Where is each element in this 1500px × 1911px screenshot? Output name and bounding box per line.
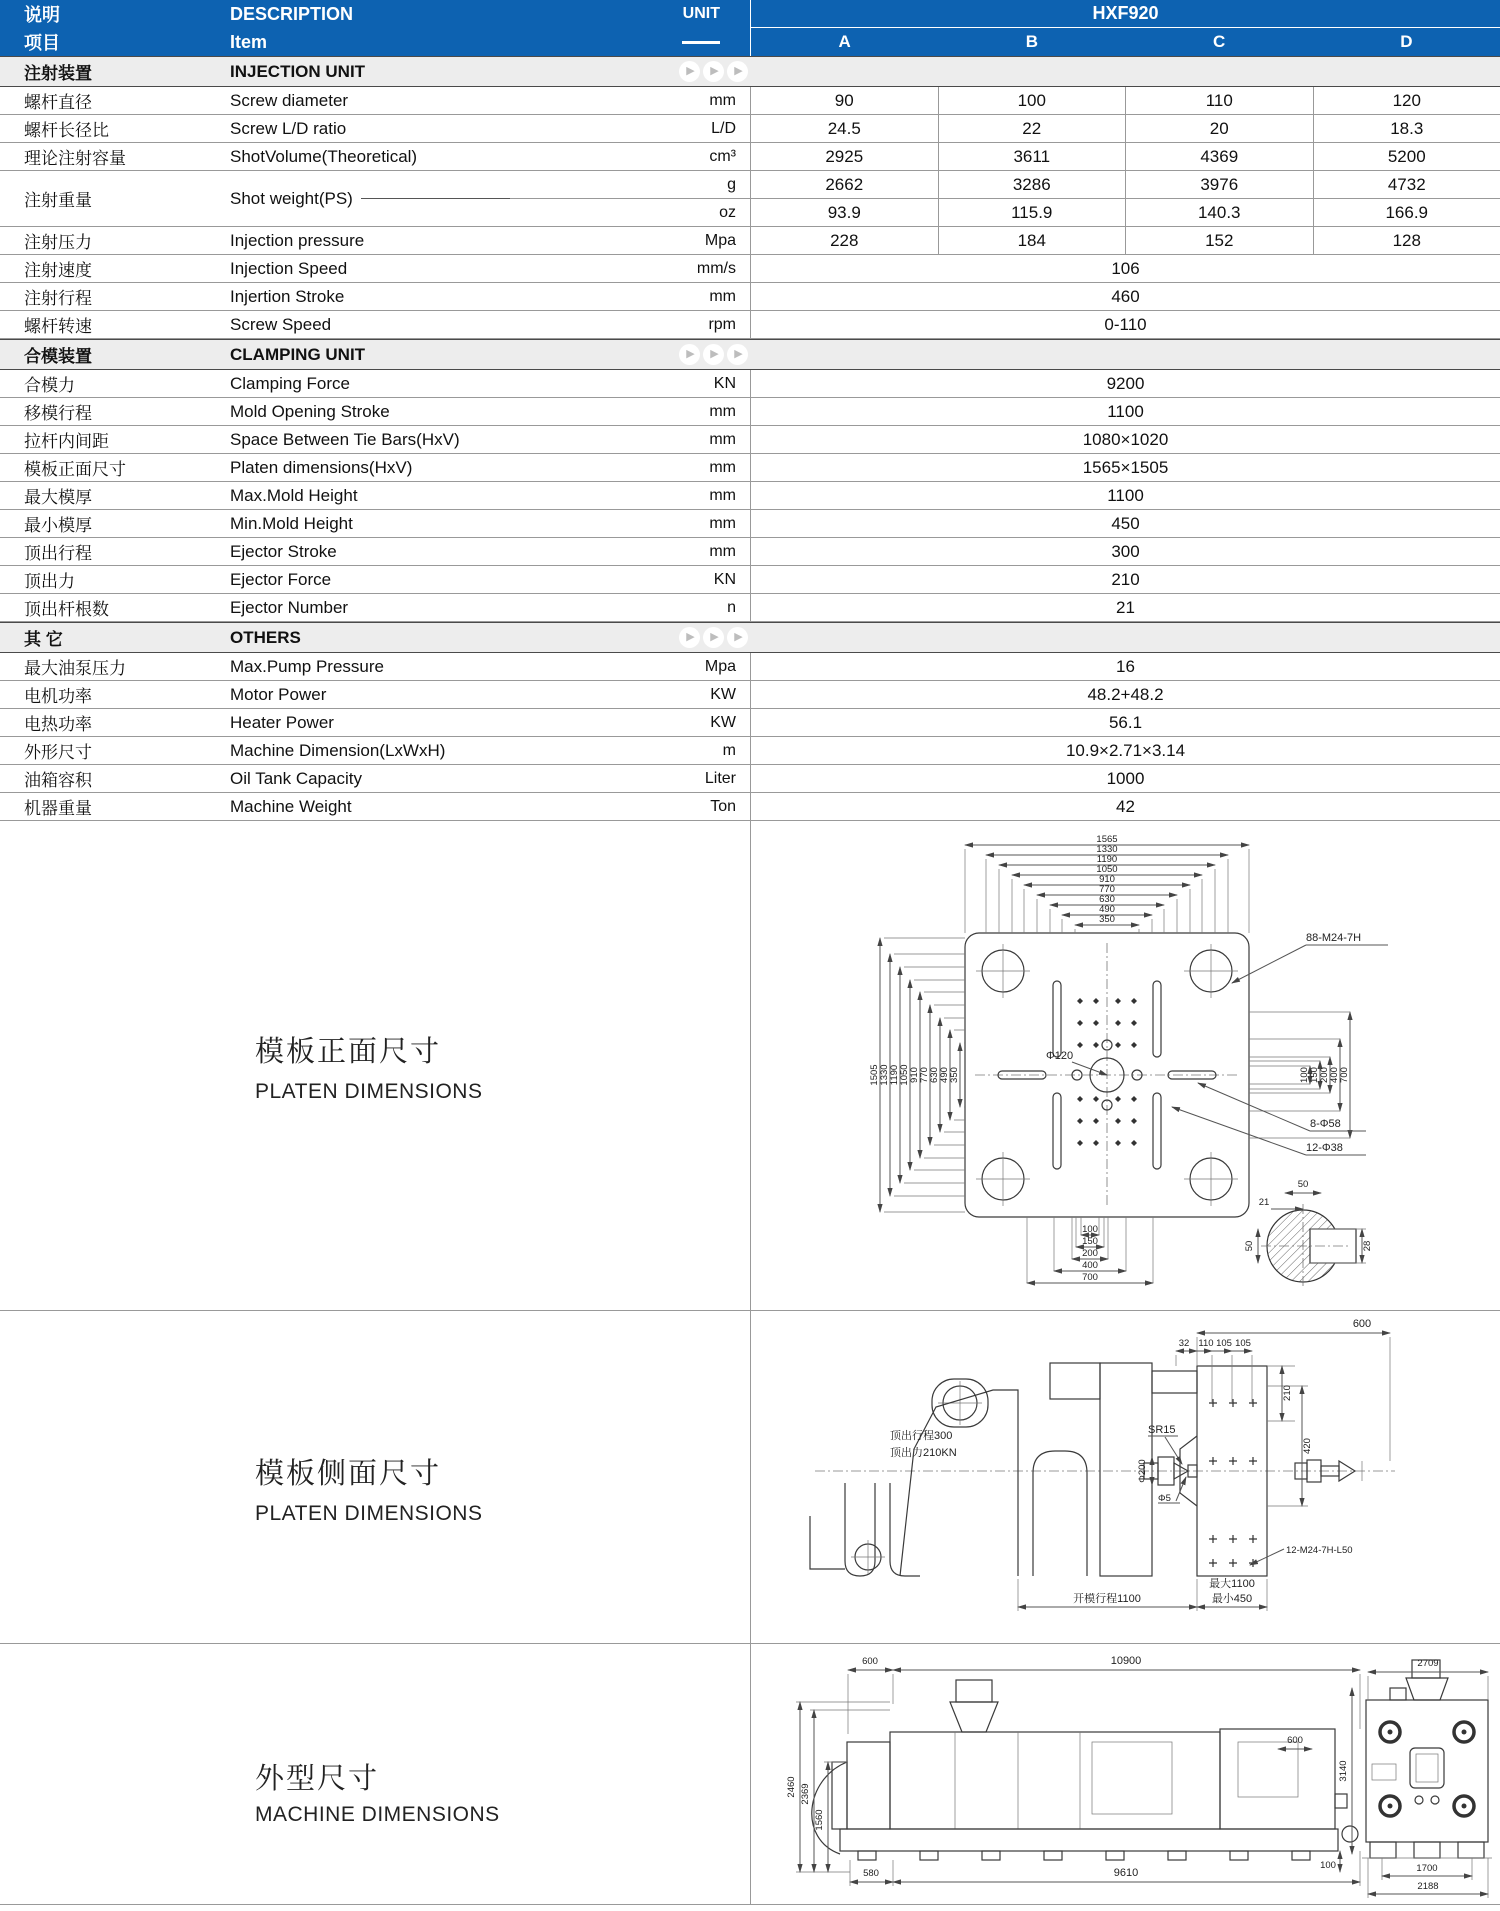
- spec-label-cn: 最大油泵压力: [24, 659, 126, 678]
- value-c: 20: [1125, 115, 1313, 142]
- chevron-right-icon: ▶: [703, 61, 724, 82]
- value-c: 4369: [1125, 143, 1313, 170]
- spec-label-cn: 螺杆转速: [24, 317, 92, 336]
- section-chevrons: [676, 340, 748, 369]
- spec-unit: Mpa: [704, 657, 736, 675]
- spec-values: [750, 283, 1500, 310]
- table-row: [0, 594, 1500, 622]
- spec-values: [750, 594, 1500, 621]
- svg-text:50: 50: [1244, 1240, 1255, 1252]
- panel-platen-side: [0, 1310, 1500, 1643]
- machine-dimensions-drawing: [750, 1644, 1500, 1906]
- spec-unit: L/D: [711, 119, 736, 137]
- svg-text:210: 210: [1282, 1385, 1293, 1401]
- value-b: 3286: [938, 171, 1126, 198]
- spec-values: [750, 115, 1500, 142]
- spec-label-cn: 模板正面尺寸: [24, 460, 126, 479]
- chevron-right-icon: ▶: [679, 627, 700, 648]
- svg-text:400: 400: [1082, 1260, 1098, 1271]
- spec-table: [0, 0, 1500, 821]
- model-name: HXF920: [751, 0, 1500, 28]
- platen-bolt-spec: 12-M24-7H-L50: [1286, 1545, 1353, 1556]
- value-d: 120: [1313, 87, 1500, 114]
- center-hole-label: Φ120: [1046, 1050, 1074, 1062]
- spec-unit: mm/s: [696, 259, 736, 277]
- table-row: [0, 115, 1500, 143]
- svg-text:150: 150: [1082, 1236, 1098, 1247]
- panel-title-cn: 模板侧面尺寸: [255, 1458, 442, 1490]
- ejector-note-2: 顶出力210KN: [890, 1447, 957, 1459]
- svg-text:770: 770: [1099, 884, 1115, 895]
- spec-unit: KN: [713, 374, 736, 392]
- spec-label-en: Mold Opening Stroke: [230, 401, 390, 421]
- value-span: 0-110: [1104, 314, 1147, 334]
- spec-label-cn: 电热功率: [24, 715, 92, 734]
- spec-label-cn: 顶出杆根数: [24, 600, 109, 619]
- spec-label-cn: 顶出行程: [24, 544, 92, 563]
- section-title-cn: 合模装置: [24, 347, 92, 366]
- spec-label-en: Platen dimensions(HxV): [230, 457, 413, 477]
- header-model-cell: [750, 0, 1500, 28]
- section-clamping-unit: [0, 339, 1500, 370]
- value-a: 2662: [825, 174, 864, 194]
- table-row: [0, 454, 1500, 482]
- spec-unit: mm: [709, 542, 736, 560]
- spec-values: [750, 426, 1500, 453]
- svg-text:490: 490: [939, 1067, 950, 1083]
- variant-b: B: [1025, 32, 1039, 51]
- spec-values: [750, 311, 1500, 338]
- value-b: 3611: [938, 143, 1126, 170]
- svg-text:10900: 10900: [1110, 1655, 1142, 1667]
- svg-text:200: 200: [1319, 1067, 1330, 1083]
- ejector-note-1: 顶出行程300: [890, 1430, 953, 1442]
- value-span: 42: [1116, 796, 1135, 816]
- svg-text:910: 910: [1099, 874, 1115, 885]
- value-span: 1565×1505: [1082, 457, 1169, 477]
- phi5-label: Φ5: [1158, 1493, 1171, 1504]
- spec-label-cn: 外形尺寸: [24, 743, 92, 762]
- spec-label-cn: 螺杆直径: [24, 93, 92, 112]
- table-row: [0, 765, 1500, 793]
- spec-values: [750, 566, 1500, 593]
- value-span: 21: [1116, 597, 1135, 617]
- value-span: 450: [1111, 513, 1140, 533]
- spec-unit: KW: [710, 685, 736, 703]
- spec-label-cn: 顶出力: [24, 572, 75, 591]
- bolt-spec-label: 88-M24-7H: [1306, 932, 1362, 944]
- svg-text:2460: 2460: [786, 1776, 797, 1798]
- spec-unit: oz: [719, 203, 736, 221]
- svg-text:110: 110: [1198, 1338, 1214, 1349]
- svg-text:2709: 2709: [1417, 1658, 1439, 1669]
- value-d: 4732: [1313, 171, 1500, 198]
- spec-label-cn: 机器重量: [24, 799, 92, 818]
- svg-text:350: 350: [949, 1067, 960, 1083]
- svg-text:100: 100: [1320, 1860, 1336, 1871]
- svg-text:2188: 2188: [1417, 1881, 1439, 1892]
- chevron-right-icon: ▶: [679, 61, 700, 82]
- svg-text:2369: 2369: [800, 1783, 811, 1805]
- svg-text:32: 32: [1178, 1338, 1190, 1349]
- shot-weight-grams-row: [510, 171, 1500, 198]
- svg-text:Φ200: Φ200: [1137, 1459, 1148, 1483]
- spec-label-cn: 电机功率: [24, 687, 92, 706]
- svg-text:开模行程1100: 开模行程1100: [1073, 1593, 1141, 1605]
- spec-unit: Liter: [704, 769, 736, 787]
- spec-unit: mm: [709, 430, 736, 448]
- svg-text:50: 50: [1297, 1179, 1309, 1190]
- value-b: 100: [938, 87, 1126, 114]
- spec-values: [750, 398, 1500, 425]
- table-row: [0, 709, 1500, 737]
- svg-text:最小450: 最小450: [1211, 1593, 1253, 1605]
- panel-title-cn: 外型尺寸: [255, 1763, 380, 1795]
- spec-label-en: Heater Power: [230, 712, 334, 732]
- svg-text:1190: 1190: [1096, 854, 1118, 865]
- panel-machine-dimensions: [0, 1643, 1500, 1905]
- platen-side-drawing: [750, 1311, 1500, 1644]
- sr15-label: SR15: [1148, 1424, 1176, 1436]
- value-span: 1000: [1106, 768, 1145, 788]
- section-title-en: CLAMPING UNIT: [230, 344, 366, 364]
- svg-text:1190: 1190: [889, 1064, 900, 1086]
- panel-platen-front: [0, 820, 1500, 1310]
- table-row: [0, 737, 1500, 765]
- spec-label-en: Ejector Force: [230, 569, 332, 589]
- spec-label-en: Clamping Force: [230, 373, 350, 393]
- svg-text:100: 100: [1082, 1224, 1098, 1235]
- svg-text:3140: 3140: [1338, 1760, 1349, 1782]
- header-variants: [750, 28, 1500, 56]
- spec-unit: Ton: [710, 797, 736, 815]
- panel-title-en: PLATEN DIMENSIONS: [255, 1502, 483, 1525]
- svg-text:9610: 9610: [1113, 1867, 1139, 1879]
- chevron-right-icon: ▶: [727, 627, 748, 648]
- header-description: DESCRIPTION: [230, 3, 354, 24]
- section-title-en: INJECTION UNIT: [230, 61, 366, 81]
- svg-text:105: 105: [1235, 1338, 1251, 1349]
- panel-label: [255, 1756, 500, 1827]
- value-span: 210: [1111, 569, 1140, 589]
- spec-unit: mm: [709, 287, 736, 305]
- table-row: [0, 653, 1500, 681]
- svg-text:600: 600: [862, 1656, 878, 1667]
- section-title-cn: 注射装置: [24, 64, 92, 83]
- svg-text:1505: 1505: [869, 1064, 880, 1086]
- value-span: 106: [1111, 258, 1140, 278]
- spec-label-cn: 注射速度: [24, 261, 92, 280]
- spec-label-cn: 注射行程: [24, 289, 92, 308]
- spec-label-en: Ejector Stroke: [230, 541, 337, 561]
- svg-text:600: 600: [1352, 1318, 1372, 1330]
- spec-unit: n: [727, 598, 736, 616]
- spec-label-en: Space Between Tie Bars(HxV): [230, 429, 460, 449]
- table-row: [0, 311, 1500, 339]
- spec-label-en: Injertion Stroke: [230, 286, 345, 306]
- spec-label-cn: 注射压力: [24, 233, 92, 252]
- spec-label-en-text: Shot weight(PS): [230, 188, 353, 208]
- holes12-label: 12-Φ38: [1306, 1142, 1343, 1154]
- svg-text:630: 630: [929, 1067, 940, 1083]
- value-span: 9200: [1106, 373, 1145, 393]
- svg-text:100: 100: [1299, 1067, 1310, 1083]
- spec-label-en: Screw diameter: [230, 90, 349, 110]
- svg-text:630: 630: [1099, 894, 1115, 905]
- value-c: 140.3: [1125, 199, 1313, 226]
- table-row: [0, 426, 1500, 454]
- variant-c: C: [1212, 32, 1226, 51]
- table-row: [0, 370, 1500, 398]
- value-d: 18.3: [1313, 115, 1500, 142]
- value-d: 166.9: [1313, 199, 1500, 226]
- spec-values: [750, 538, 1500, 565]
- spec-values: [750, 199, 1500, 226]
- panel-title-en: MACHINE DIMENSIONS: [255, 1803, 500, 1826]
- value-span: 10.9×2.71×3.14: [1065, 740, 1186, 760]
- chevron-right-icon: ▶: [703, 344, 724, 365]
- header-item: Item: [230, 31, 268, 52]
- panel-title-cn: 模板正面尺寸: [255, 1036, 442, 1068]
- value-span: 56.1: [1108, 712, 1143, 732]
- svg-text:1560: 1560: [814, 1809, 825, 1831]
- header-unit-dash: [510, 28, 750, 56]
- svg-text:350: 350: [1099, 914, 1115, 925]
- value-a: 228: [830, 230, 859, 250]
- table-row: [0, 283, 1500, 311]
- svg-text:490: 490: [1099, 904, 1115, 915]
- svg-text:770: 770: [919, 1067, 930, 1083]
- spec-label-cn: 最大模厚: [24, 488, 92, 507]
- spec-label-cn: 移模行程: [24, 404, 92, 423]
- table-row: [0, 143, 1500, 171]
- table-row: [0, 793, 1500, 821]
- panel-label: [255, 1029, 482, 1104]
- value-a: 93.9: [827, 202, 861, 222]
- spec-values: [750, 681, 1500, 708]
- value-a: 2925: [825, 146, 864, 166]
- spec-label-en: Screw Speed: [230, 314, 332, 334]
- spec-unit: mm: [709, 486, 736, 504]
- spec-label-en: Machine Dimension(LxWxH): [230, 740, 446, 760]
- spec-values: [750, 653, 1500, 680]
- leader-line: [361, 198, 510, 199]
- spec-label-en: Oil Tank Capacity: [230, 768, 362, 788]
- spec-unit: mm: [709, 402, 736, 420]
- svg-text:28: 28: [1362, 1240, 1373, 1252]
- header-unit: UNIT: [682, 5, 720, 22]
- table-header-row-1: [0, 0, 1500, 28]
- value-span: 1080×1020: [1082, 429, 1169, 449]
- table-row: [0, 227, 1500, 255]
- spec-unit: mm: [709, 458, 736, 476]
- svg-text:1330: 1330: [879, 1064, 890, 1086]
- value-d: 128: [1313, 227, 1500, 254]
- spec-unit: rpm: [708, 315, 736, 333]
- table-row: [0, 566, 1500, 594]
- spec-unit: g: [727, 175, 736, 193]
- value-span: 1100: [1107, 485, 1144, 505]
- value-span: 300: [1111, 541, 1140, 561]
- value-b: 115.9: [938, 199, 1126, 226]
- spec-values: [750, 765, 1500, 792]
- variant-d: D: [1400, 32, 1413, 51]
- table-row: [0, 398, 1500, 426]
- table-row: [0, 510, 1500, 538]
- svg-text:1700: 1700: [1416, 1863, 1438, 1874]
- chevron-right-icon: ▶: [727, 61, 748, 82]
- value-a: 90: [834, 90, 854, 110]
- value-span: 1100: [1107, 401, 1144, 421]
- panel-label: [255, 1451, 482, 1526]
- spec-label-en: Min.Mold Height: [230, 513, 353, 533]
- svg-text:21: 21: [1258, 1197, 1270, 1208]
- spec-values: [750, 255, 1500, 282]
- spec-label-cn: 螺杆长径比: [24, 121, 109, 140]
- svg-text:1565: 1565: [1096, 834, 1118, 845]
- section-title-cn: 其 它: [24, 630, 63, 649]
- table-row: [0, 87, 1500, 115]
- spec-label-en: Motor Power: [230, 684, 327, 704]
- table-row: [0, 255, 1500, 283]
- spec-values: [750, 370, 1500, 397]
- spec-values: [750, 737, 1500, 764]
- spec-values: [750, 793, 1500, 820]
- spec-label-cn: 合模力: [24, 376, 75, 395]
- section-title-en: OTHERS: [230, 627, 301, 647]
- value-b: 22: [938, 115, 1126, 142]
- svg-text:1330: 1330: [1096, 844, 1118, 855]
- chevron-right-icon: ▶: [679, 344, 700, 365]
- value-a: 24.5: [827, 118, 861, 138]
- chevron-right-icon: ▶: [703, 627, 724, 648]
- holes8-label: 8-Φ58: [1310, 1118, 1341, 1130]
- svg-text:910: 910: [909, 1067, 920, 1083]
- spec-unit: KN: [713, 570, 736, 588]
- spec-label-cn: 理论注射容量: [24, 149, 126, 168]
- value-span: 16: [1116, 656, 1135, 676]
- spec-unit: mm: [709, 91, 736, 109]
- table-row: [0, 482, 1500, 510]
- spec-values: [750, 510, 1500, 537]
- spec-label-cn: 拉杆内间距: [24, 432, 109, 451]
- spec-values: [750, 709, 1500, 736]
- shot-weight-oz-row: [510, 198, 1500, 226]
- value-d: 5200: [1313, 143, 1500, 170]
- spec-label-en: ShotVolume(Theoretical): [230, 146, 418, 166]
- section-chevrons: [676, 623, 748, 652]
- spec-unit: mm: [709, 514, 736, 532]
- spec-unit: cm³: [709, 147, 736, 165]
- svg-text:420: 420: [1302, 1438, 1313, 1454]
- section-injection-unit: [0, 56, 1500, 87]
- spec-values: [750, 227, 1500, 254]
- value-span: 460: [1111, 286, 1140, 306]
- table-row: [0, 681, 1500, 709]
- shot-weight-values: [510, 171, 1500, 226]
- spec-label-cn: 油箱容积: [24, 771, 92, 790]
- spec-label-en: Ejector Number: [230, 597, 349, 617]
- spec-unit: m: [722, 741, 736, 759]
- table-row-shot-weight: [0, 171, 1500, 227]
- spec-label-cn: 注射重量: [24, 191, 92, 210]
- value-c: 3976: [1125, 171, 1313, 198]
- spec-label-en: Machine Weight: [230, 796, 352, 816]
- spec-values: [750, 171, 1500, 198]
- spec-unit: KW: [710, 713, 736, 731]
- value-span: 48.2+48.2: [1087, 684, 1164, 704]
- svg-text:1050: 1050: [899, 1064, 910, 1086]
- svg-text:1050: 1050: [1096, 864, 1118, 875]
- panel-title-en: PLATEN DIMENSIONS: [255, 1080, 483, 1103]
- platen-front-drawing: [750, 821, 1500, 1311]
- spec-values: [750, 482, 1500, 509]
- value-c: 152: [1125, 227, 1313, 254]
- svg-text:400: 400: [1329, 1067, 1340, 1083]
- svg-text:580: 580: [863, 1868, 879, 1879]
- spec-label-en: Injection Speed: [230, 258, 348, 278]
- header-cn: 说明: [24, 5, 60, 25]
- svg-text:最大1100: 最大1100: [1209, 1578, 1255, 1590]
- svg-text:700: 700: [1339, 1067, 1350, 1083]
- section-others: [0, 622, 1500, 653]
- spec-values: [750, 454, 1500, 481]
- svg-text:105: 105: [1216, 1338, 1232, 1349]
- svg-text:150: 150: [1309, 1067, 1320, 1083]
- spec-label-en: [230, 171, 510, 226]
- spec-label-en: Max.Mold Height: [230, 485, 358, 505]
- svg-text:200: 200: [1082, 1248, 1098, 1259]
- header-cn-2: 项目: [24, 33, 60, 53]
- spec-label-en: Max.Pump Pressure: [230, 656, 384, 676]
- spec-label-en: Screw L/D ratio: [230, 118, 347, 138]
- spec-values: [750, 143, 1500, 170]
- svg-text:700: 700: [1082, 1272, 1098, 1283]
- spec-label-cn: 最小模厚: [24, 516, 92, 535]
- spec-values: [750, 87, 1500, 114]
- table-row: [0, 538, 1500, 566]
- unit-dash: [682, 41, 720, 44]
- chevron-right-icon: ▶: [727, 344, 748, 365]
- value-b: 184: [938, 227, 1126, 254]
- variant-a: A: [838, 32, 851, 51]
- value-c: 110: [1125, 87, 1313, 114]
- section-chevrons: [676, 57, 748, 86]
- spec-label-en: Injection pressure: [230, 230, 365, 250]
- svg-text:600: 600: [1287, 1735, 1303, 1746]
- spec-unit: Mpa: [704, 231, 736, 249]
- table-header-row-2: [0, 28, 1500, 56]
